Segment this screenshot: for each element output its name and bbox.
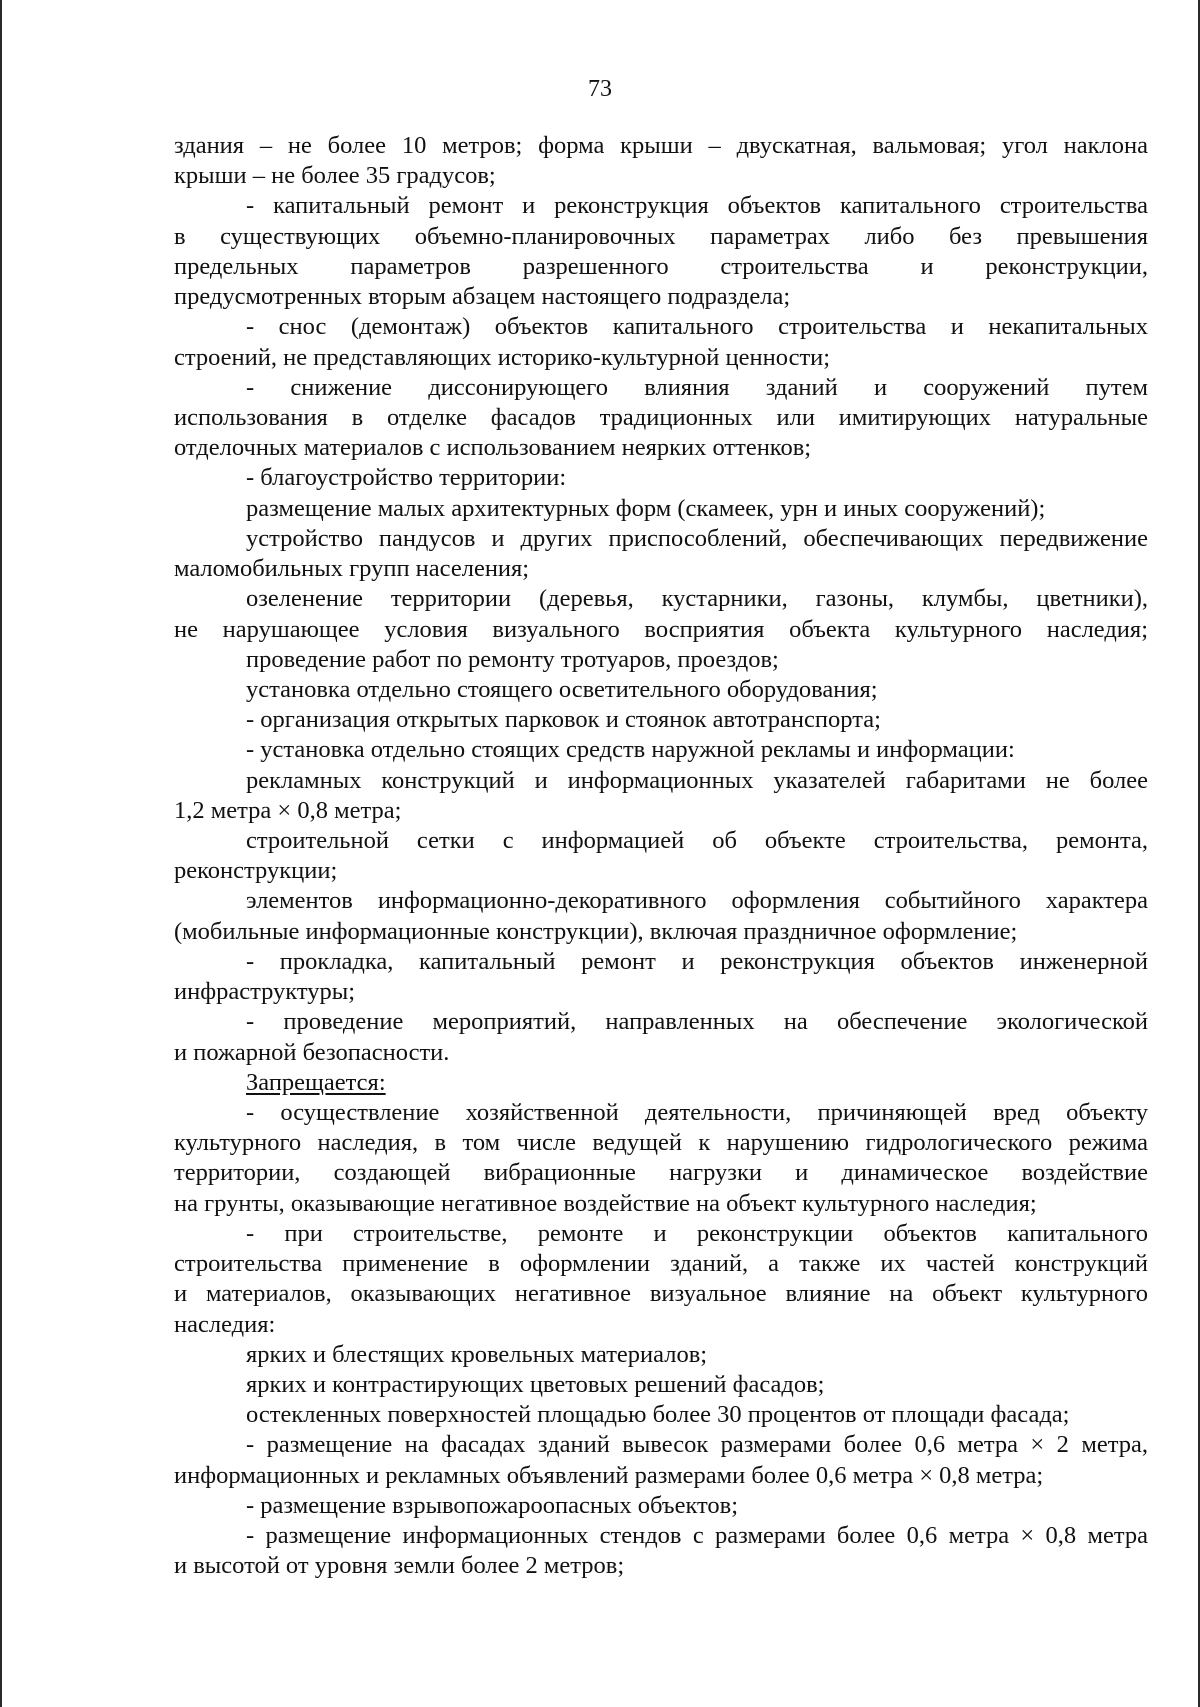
text-line: - снос (демонтаж) объектов капитального строительства и некапитальных (246, 313, 1148, 341)
text-line: предусмотренных вторым абзацем настоящего подраздела; (174, 283, 791, 311)
text-line: на грунты, оказывающие негативное воздействие на объект культурного наследия; (174, 1189, 1037, 1217)
prohibited-heading: Запрещается: (246, 1068, 386, 1096)
text-line: маломобильных групп населения; (174, 555, 530, 583)
text-line: проведение работ по ремонту тротуаров, проездов; (246, 645, 779, 673)
text-line: элементов информационно-декоративного оформления событийного характера (246, 887, 1148, 915)
text-line: озеленение территории (деревья, кустарники, газоны, клумбы, цветники), (246, 585, 1148, 613)
page-number: 73 (588, 76, 612, 102)
text-line: здания – не более 10 метров; форма крыши – двускатная, вальмовая; угол наклона (174, 132, 1148, 159)
text-line (174, 1068, 1148, 1098)
text-line: наследия: (174, 1310, 276, 1338)
document-body (174, 131, 1148, 1582)
text-line: информационных и рекламных объявлений размерами более 0,6 метра × 0,8 метра; (174, 1461, 1044, 1489)
text-line: и материалов, оказывающих негативное визуальное влияние на объект культурного (174, 1280, 1148, 1308)
text-line: - благоустройство территории: (246, 464, 567, 492)
scan-edge-left (0, 0, 2, 1707)
text-line: ярких и блестящих кровельных материалов; (246, 1340, 708, 1368)
text-line: крыши – не более 35 градусов; (174, 162, 496, 190)
text-line: отделочных материалов с использованием неярких оттенков; (174, 434, 812, 462)
text-line: - при строительстве, ремонте и реконструкции объектов капитального (246, 1219, 1148, 1247)
text-line: - проведение мероприятий, направленных на обеспечение экологической (246, 1008, 1148, 1036)
text-line: и пожарной безопасности. (174, 1038, 450, 1066)
text-line: использования в отделке фасадов традиционных или имитирующих натуральные (174, 403, 1148, 431)
text-line: рекламных конструкций и информационных указателей габаритами не более (246, 766, 1148, 794)
text-line: строительства применение в оформлении зданий, а также их частей конструкций (174, 1250, 1148, 1278)
text-line: (мобильные информационные конструкции), включая праздничное оформление; (174, 917, 1018, 945)
text-line: не нарушающее условия визуального восприятия объекта культурного наследия; (174, 615, 1148, 643)
text-line: ярких и контрастирующих цветовых решений фасадов; (246, 1370, 825, 1398)
text-line: - прокладка, капитальный ремонт и реконструкция объектов инженерной (246, 947, 1148, 975)
text-line: предельных параметров разрешенного строительства и реконструкции, (174, 252, 1148, 280)
text-line: - снижение диссонирующего влияния зданий и сооружений путем (246, 373, 1148, 401)
text-line: строительной сетки с информацией об объекте строительства, ремонта, (246, 827, 1148, 855)
text-line: установка отдельно стоящего осветительного оборудования; (246, 675, 878, 703)
text-line: реконструкции; (174, 857, 338, 885)
text-line: - организация открытых парковок и стоянок автотранспорта; (246, 706, 881, 734)
text-line: 1,2 метра × 0,8 метра; (174, 796, 402, 824)
text-line: строений, не представляющих историко-культурной ценности; (174, 343, 831, 371)
text-line: культурного наследия, в том числе ведущей к нарушению гидрологического режима (174, 1129, 1148, 1157)
text-line: - установка отдельно стоящих средств наружной рекламы и информации: (246, 736, 1015, 764)
text-line: - осуществление хозяйственной деятельности, причиняющей вред объекту (246, 1099, 1148, 1126)
text-line: инфраструктуры; (174, 978, 356, 1006)
text-line: - размещение информационных стендов с размерами более 0,6 метра × 0,8 метра (246, 1522, 1148, 1550)
text-line: - размещение на фасадах зданий вывесок размерами более 0,6 метра × 2 метра, (246, 1431, 1148, 1459)
text-line: территории, создающей вибрационные нагрузки и динамическое воздействие (174, 1159, 1148, 1187)
text-line: размещение малых архитектурных форм (скамеек, урн и иных сооружений); (246, 494, 1046, 522)
text-line: в существующих объемно-планировочных параметрах либо без превышения (174, 222, 1148, 250)
text-line: устройство пандусов и других приспособлений, обеспечивающих передвижение (246, 524, 1148, 552)
text-line: остекленных поверхностей площадью более 30 процентов от площади фасада; (246, 1401, 1070, 1429)
text-line: - размещение взрывопожароопасных объектов; (246, 1491, 739, 1519)
text-line: и высотой от уровня земли более 2 метров; (174, 1552, 625, 1580)
text-line: - капитальный ремонт и реконструкция объектов капитального строительства (246, 192, 1148, 220)
